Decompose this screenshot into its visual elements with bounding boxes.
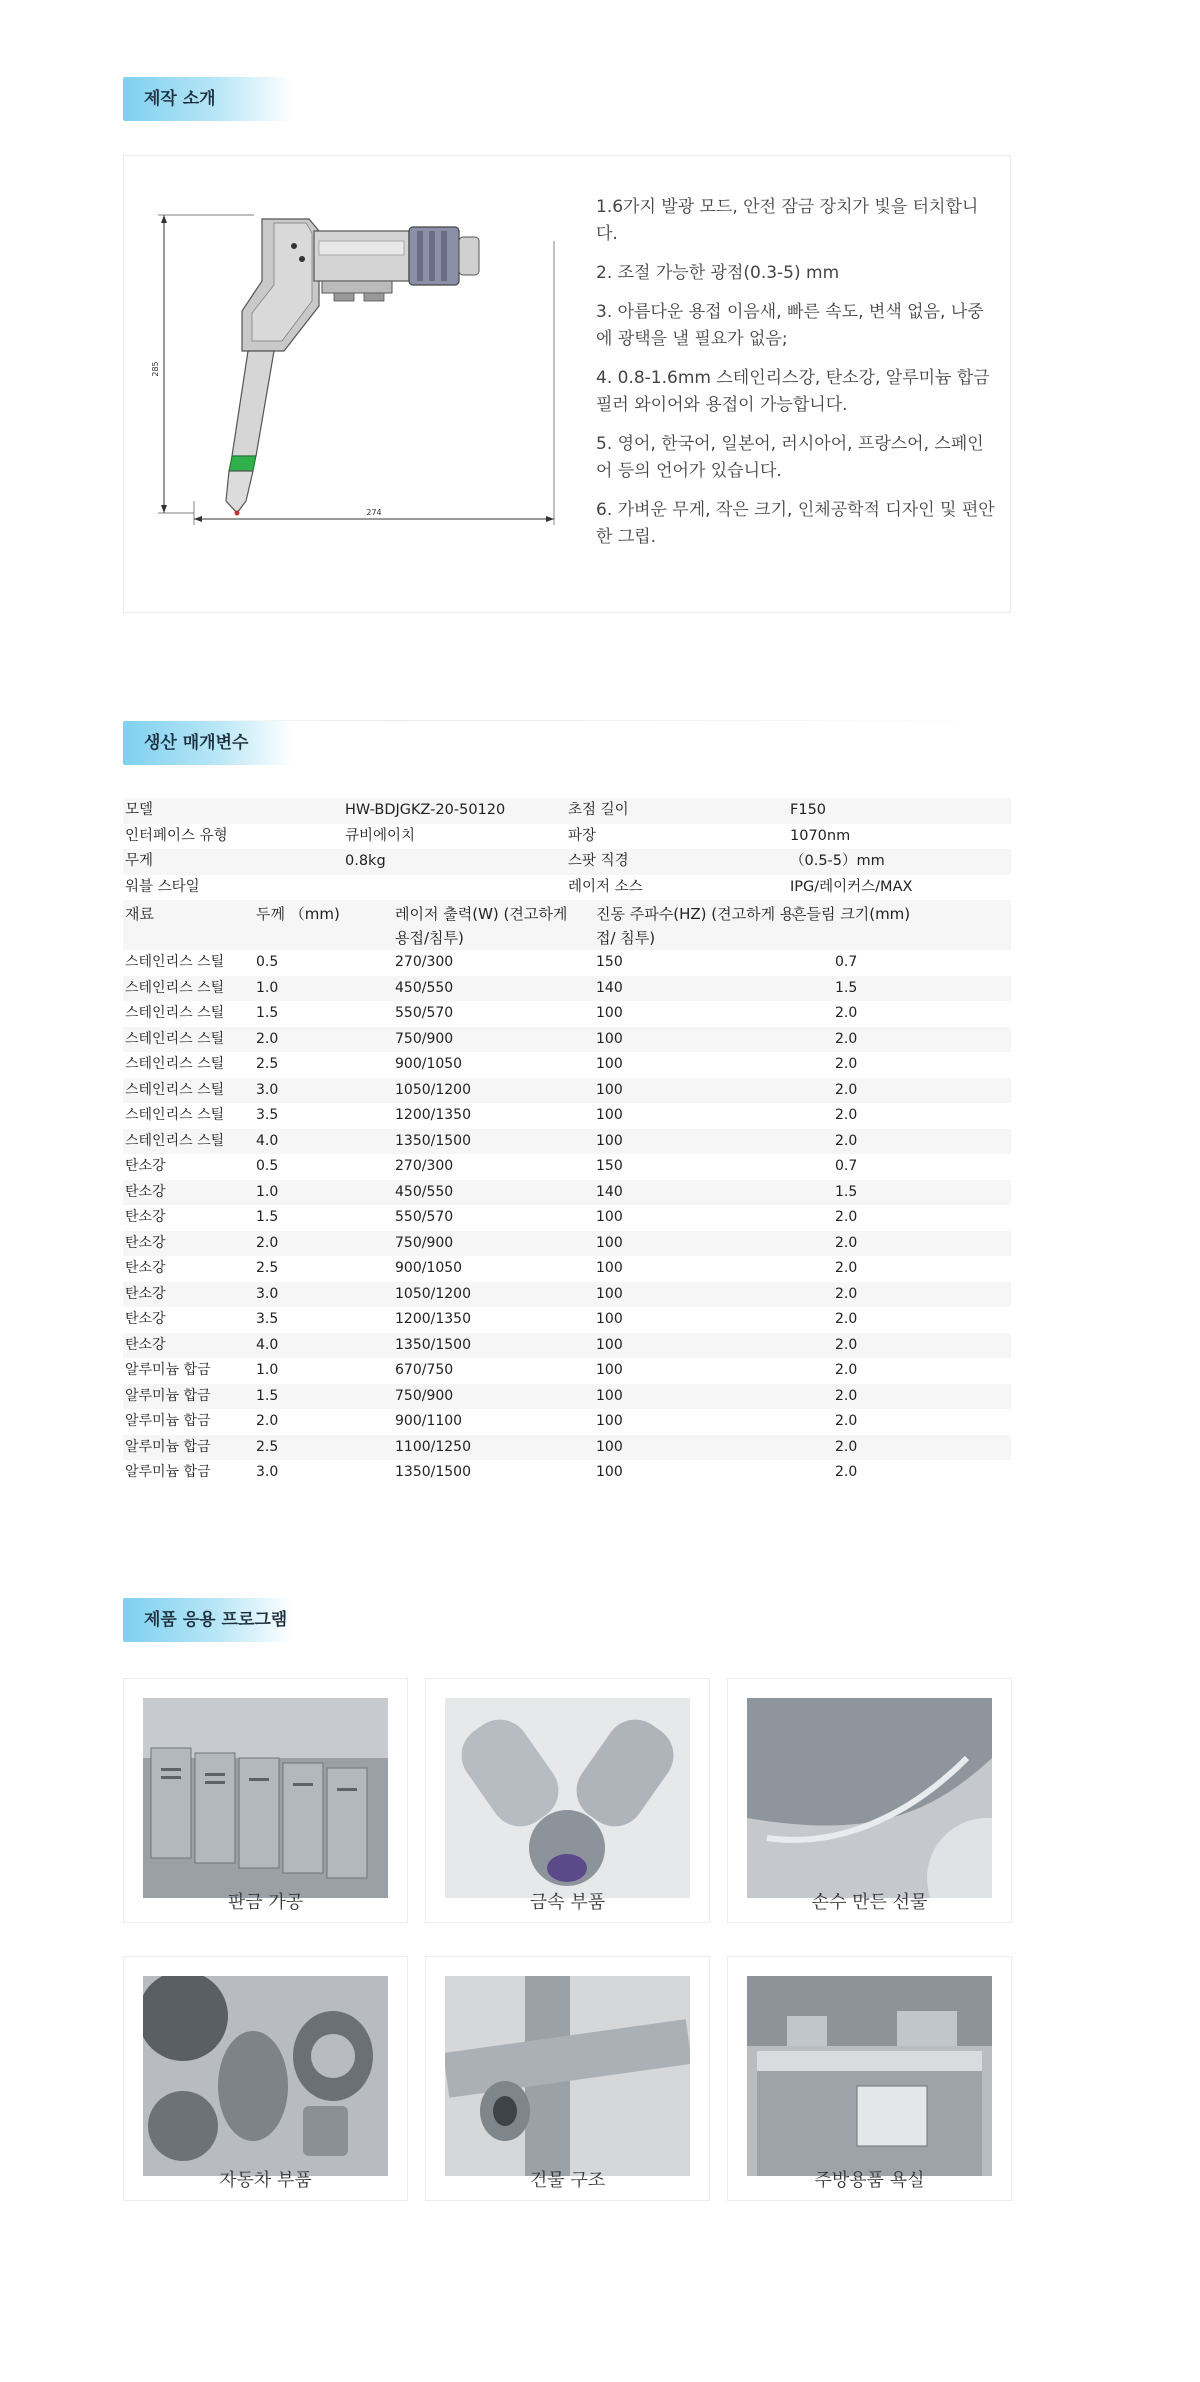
cell-thickness: 2.5 xyxy=(256,1438,279,1455)
feature-item: 4. 0.8-1.6mm 스테인리스강, 탄소강, 알루미늄 합금 필러 와이어와 용접이 가능합니다. xyxy=(596,368,990,415)
feature-item: 3. 아름다운 용접 이음새, 빠른 속도, 변색 없음, 나중에 광택을 낼 필요가 없음; xyxy=(596,302,984,349)
cell-swing: 2.0 xyxy=(835,1107,858,1123)
spec-value: （0.5-5）mm xyxy=(790,853,885,869)
intro-box xyxy=(123,155,1011,613)
cell-thickness: 1.5 xyxy=(256,1209,279,1225)
cell-power: 550/570 xyxy=(395,1209,454,1225)
cell-power: 450/550 xyxy=(395,1183,454,1200)
cell-material: 알루미늄 합금 xyxy=(125,1438,211,1455)
cell-power: 1050/1200 xyxy=(395,1285,471,1302)
cell-thickness: 1.5 xyxy=(256,1387,279,1404)
cell-swing: 2.0 xyxy=(835,1464,858,1480)
intro-section-title: 제작 소개 xyxy=(144,89,216,109)
cell-thickness: 2.5 xyxy=(256,1260,279,1276)
spec-value: 0.8kg xyxy=(345,853,386,869)
app-card-kitchen-bath xyxy=(727,1956,1012,2201)
cell-material: 스테인리스 스틸 xyxy=(125,1132,225,1149)
cell-frequency: 100 xyxy=(596,1209,623,1225)
cell-power: 1350/1500 xyxy=(395,1336,471,1353)
table-row xyxy=(123,1154,1011,1180)
cell-frequency: 150 xyxy=(596,1158,623,1174)
cell-swing: 2.0 xyxy=(835,1234,858,1251)
cell-power: 750/900 xyxy=(395,1234,454,1251)
cell-frequency: 100 xyxy=(596,1081,623,1098)
cell-material: 탄소강 xyxy=(125,1183,166,1200)
table-row xyxy=(123,1333,1011,1359)
table-row xyxy=(123,1052,1011,1078)
cell-material: 탄소강 xyxy=(125,1285,166,1302)
cell-material: 알루미늄 합금 xyxy=(125,1413,211,1429)
width-dimension-label: 274 xyxy=(366,508,382,517)
app-caption: 건물 구조 xyxy=(529,2170,606,2191)
cell-material: 알루미늄 합금 xyxy=(125,1387,211,1404)
table-row xyxy=(123,1078,1011,1104)
feature-list xyxy=(596,194,996,563)
cell-frequency: 100 xyxy=(596,1005,623,1021)
params-section-title: 생산 매개변수 xyxy=(144,733,249,753)
cell-swing: 2.0 xyxy=(835,1387,858,1404)
cell-swing: 2.0 xyxy=(835,1132,858,1149)
app-caption: 판금 가공 xyxy=(227,1892,304,1913)
cell-frequency: 100 xyxy=(596,1336,623,1353)
app-card-sheet-metal xyxy=(123,1678,408,1923)
cell-power: 900/1050 xyxy=(395,1056,463,1072)
cell-power: 1200/1350 xyxy=(395,1311,471,1327)
cell-material: 스테인리스 스틸 xyxy=(125,979,225,996)
table-row xyxy=(123,1307,1011,1333)
spec-value: F150 xyxy=(790,802,827,818)
cell-power: 1200/1350 xyxy=(395,1107,471,1123)
app-caption: 금속 부품 xyxy=(529,1892,606,1913)
table-row xyxy=(123,1282,1011,1308)
cell-thickness: 2.0 xyxy=(256,1030,279,1047)
table-row xyxy=(123,1001,1011,1027)
cell-frequency: 100 xyxy=(596,1285,623,1302)
table-row xyxy=(123,1205,1011,1231)
cell-swing: 2.0 xyxy=(835,1056,858,1072)
cell-power: 270/300 xyxy=(395,1158,454,1174)
cell-frequency: 100 xyxy=(596,1387,623,1404)
apps-section-tag xyxy=(123,1598,293,1642)
cell-material: 스테인리스 스틸 xyxy=(125,1005,225,1021)
cell-material: 알루미늄 합금 xyxy=(125,1362,211,1378)
cell-material: 알루미늄 합금 xyxy=(125,1464,211,1480)
cell-power: 1050/1200 xyxy=(395,1081,471,1098)
header-swing: 흔들림 크기(mm) xyxy=(792,905,911,923)
metal-parts-photo-icon xyxy=(445,1698,690,1898)
cell-frequency: 100 xyxy=(596,1260,623,1276)
header-thickness: 두께 （mm) xyxy=(256,905,340,923)
cell-frequency: 100 xyxy=(596,1464,623,1480)
spec-row xyxy=(123,798,1011,824)
cell-thickness: 0.5 xyxy=(256,1158,279,1174)
table-row xyxy=(123,1129,1011,1155)
cell-material: 스테인리스 스틸 xyxy=(125,1030,225,1047)
app-caption: 손수 만든 선물 xyxy=(811,1892,928,1913)
app-card-building-structure xyxy=(425,1956,710,2201)
table-row xyxy=(123,1409,1011,1435)
cell-material: 스테인리스 스틸 xyxy=(125,1107,225,1123)
cell-thickness: 3.0 xyxy=(256,1285,279,1302)
intro-section-tag xyxy=(123,77,293,121)
cell-frequency: 100 xyxy=(596,1107,623,1123)
table-row xyxy=(123,1435,1011,1461)
table-row xyxy=(123,1460,1011,1486)
cell-swing: 2.0 xyxy=(835,1311,858,1327)
cell-frequency: 100 xyxy=(596,1311,623,1327)
cell-thickness: 1.0 xyxy=(256,1362,279,1378)
header-material: 재료 xyxy=(125,905,154,923)
handmade-gift-photo-icon xyxy=(747,1698,992,1898)
cell-thickness: 4.0 xyxy=(256,1132,279,1149)
table-body xyxy=(123,950,1011,1486)
spec-row xyxy=(123,824,1011,850)
cell-thickness: 3.0 xyxy=(256,1081,279,1098)
cell-thickness: 3.5 xyxy=(256,1311,279,1327)
table-row xyxy=(123,950,1011,976)
spec-key: 무게 xyxy=(125,853,154,869)
cell-swing: 2.0 xyxy=(835,1362,858,1378)
table-row xyxy=(123,1358,1011,1384)
spec-row xyxy=(123,875,1011,901)
cell-thickness: 2.0 xyxy=(256,1234,279,1251)
feature-item: 1.6가지 발광 모드, 안전 잠금 장치가 빛을 터치합니다. xyxy=(596,197,979,244)
cell-swing: 2.0 xyxy=(835,1005,858,1021)
cell-swing: 0.7 xyxy=(835,954,858,970)
cell-material: 탄소강 xyxy=(125,1260,166,1276)
cell-thickness: 1.0 xyxy=(256,1183,279,1200)
cell-swing: 2.0 xyxy=(835,1030,858,1047)
spec-key: 스팟 직경 xyxy=(568,853,629,869)
cell-frequency: 100 xyxy=(596,1438,623,1455)
cell-power: 1100/1250 xyxy=(395,1438,471,1455)
cell-swing: 1.5 xyxy=(835,979,858,996)
cell-swing: 2.0 xyxy=(835,1260,858,1276)
spec-row xyxy=(123,849,1011,875)
cell-power: 550/570 xyxy=(395,1005,454,1021)
welding-head-diagram xyxy=(134,201,574,531)
table-row xyxy=(123,976,1011,1002)
cell-power: 1350/1500 xyxy=(395,1464,471,1480)
table-row xyxy=(123,1103,1011,1129)
feature-item: 6. 가벼운 무게, 작은 크기, 인체공학적 디자인 및 편안한 그립. xyxy=(596,500,995,547)
cell-thickness: 2.0 xyxy=(256,1413,279,1429)
app-card-auto-parts xyxy=(123,1956,408,2201)
header-frequency: 진동 주파수(HZ) (견고하게 용접/ 침투) xyxy=(596,905,795,947)
app-card-handmade-gift xyxy=(727,1678,1012,1923)
params-section-tag xyxy=(123,721,293,765)
cell-frequency: 140 xyxy=(596,1183,623,1200)
cell-frequency: 100 xyxy=(596,1362,623,1378)
cell-power: 750/900 xyxy=(395,1387,454,1404)
sheet-metal-photo-icon xyxy=(143,1698,388,1898)
cell-swing: 2.0 xyxy=(835,1438,858,1455)
spec-value: IPG/레이커스/MAX xyxy=(790,878,913,895)
cell-power: 900/1100 xyxy=(395,1413,463,1429)
kitchen-bath-photo-icon xyxy=(747,1976,992,2176)
cell-power: 1350/1500 xyxy=(395,1132,471,1149)
building-structure-photo-icon xyxy=(445,1976,690,2176)
cell-frequency: 100 xyxy=(596,1132,623,1149)
cell-frequency: 140 xyxy=(596,979,623,996)
cell-material: 탄소강 xyxy=(125,1311,166,1327)
cell-material: 스테인리스 스틸 xyxy=(125,1056,225,1072)
params-table xyxy=(123,798,1011,1486)
cell-material: 탄소강 xyxy=(125,1336,166,1353)
spec-value: HW-BDJGKZ-20-50120 xyxy=(345,802,506,818)
cell-swing: 2.0 xyxy=(835,1209,858,1225)
cell-power: 670/750 xyxy=(395,1362,454,1378)
table-row xyxy=(123,1256,1011,1282)
header-power: 레이저 출력(W) (견고하게 용접/침투) xyxy=(395,905,568,947)
cell-power: 750/900 xyxy=(395,1030,454,1047)
cell-swing: 2.0 xyxy=(835,1413,858,1429)
cell-frequency: 150 xyxy=(596,954,623,970)
spec-key: 모델 xyxy=(125,802,154,818)
spec-key: 초점 길이 xyxy=(568,802,629,818)
cell-power: 900/1050 xyxy=(395,1260,463,1276)
cell-thickness: 0.5 xyxy=(256,954,279,970)
cell-swing: 2.0 xyxy=(835,1285,858,1302)
auto-parts-photo-icon xyxy=(143,1976,388,2176)
cell-material: 스테인리스 스틸 xyxy=(125,954,225,970)
cell-frequency: 100 xyxy=(596,1056,623,1072)
cell-swing: 2.0 xyxy=(835,1336,858,1353)
feature-item: 5. 영어, 한국어, 일본어, 러시아어, 프랑스어, 스페인어 등의 언어가 있습니다. xyxy=(596,434,984,481)
table-row xyxy=(123,1027,1011,1053)
spec-key: 인터페이스 유형 xyxy=(125,827,228,844)
table-row xyxy=(123,1384,1011,1410)
apps-section-title: 제품 응용 프로그램 xyxy=(144,1610,288,1630)
table-row xyxy=(123,1180,1011,1206)
spec-value: 1070nm xyxy=(790,827,851,844)
cell-thickness: 3.0 xyxy=(256,1464,279,1480)
cell-material: 탄소강 xyxy=(125,1158,166,1174)
cell-power: 450/550 xyxy=(395,979,454,996)
cell-material: 스테인리스 스틸 xyxy=(125,1081,225,1098)
app-caption: 주방용품 욕실 xyxy=(814,2170,925,2191)
cell-swing: 2.0 xyxy=(835,1081,858,1098)
cell-thickness: 4.0 xyxy=(256,1336,279,1353)
app-card-metal-parts xyxy=(425,1678,710,1923)
cell-thickness: 2.5 xyxy=(256,1056,279,1072)
cell-frequency: 100 xyxy=(596,1234,623,1251)
feature-item: 2. 조절 가능한 광점(0.3-5) mm xyxy=(596,263,840,283)
table-header xyxy=(123,900,1011,950)
cell-swing: 0.7 xyxy=(835,1158,858,1174)
table-row xyxy=(123,1231,1011,1257)
cell-material: 탄소강 xyxy=(125,1209,166,1225)
spec-key: 워블 스타일 xyxy=(125,878,200,895)
cell-frequency: 100 xyxy=(596,1030,623,1047)
cell-frequency: 100 xyxy=(596,1413,623,1429)
cell-power: 270/300 xyxy=(395,954,454,970)
cell-thickness: 3.5 xyxy=(256,1107,279,1123)
cell-swing: 1.5 xyxy=(835,1183,858,1200)
cell-thickness: 1.0 xyxy=(256,979,279,996)
cell-material: 탄소강 xyxy=(125,1234,166,1251)
spec-key: 파장 xyxy=(568,827,597,844)
spec-value: 큐비에이치 xyxy=(345,827,416,844)
cell-thickness: 1.5 xyxy=(256,1005,279,1021)
spec-key: 레이저 소스 xyxy=(568,878,643,895)
app-caption: 자동차 부품 xyxy=(219,2170,312,2191)
height-dimension-label: 285 xyxy=(151,361,160,377)
